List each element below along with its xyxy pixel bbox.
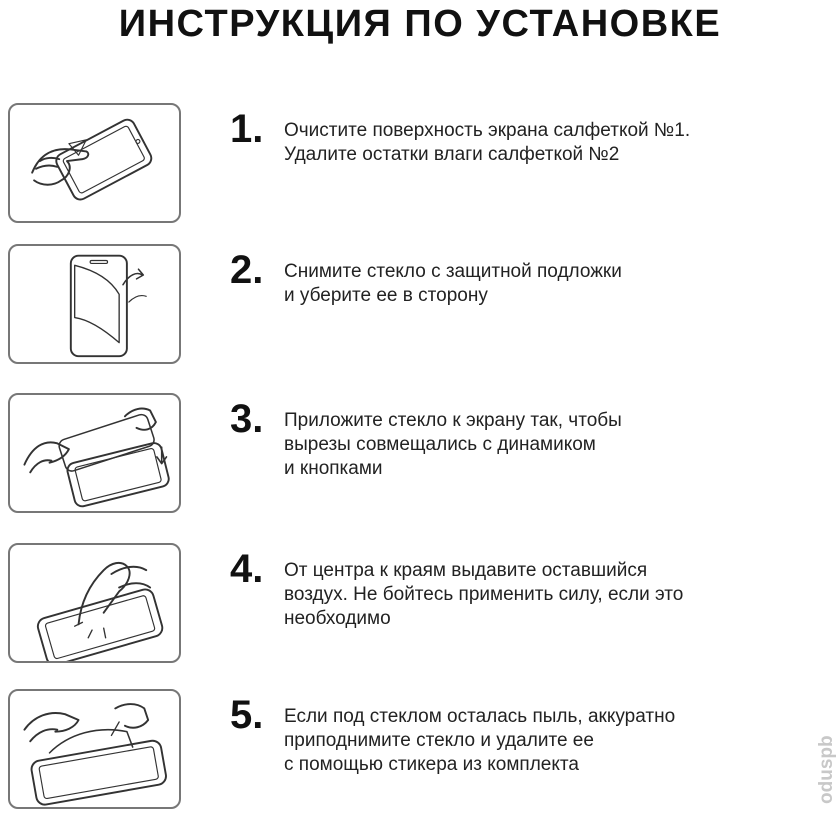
step-line: приподнимите стекло и удалите ее [284,730,594,751]
step-number: 4. [230,547,264,591]
instruction-step-3 [0,393,840,517]
step-line: Если под стеклом осталась пыль, аккуратно [284,706,676,727]
step-number: 1. [230,107,264,151]
instruction-step-2 [0,244,840,368]
instruction-step-5 [0,689,840,813]
step-line: Приложите стекло к экрану так, чтобы [284,410,622,431]
step-line: Удалите остатки влаги салфеткой №2 [284,144,620,165]
step-line: и уберите ее в сторону [284,285,488,306]
step-line: Снимите стекло с защитной подложки [284,261,622,282]
step-description [284,119,804,167]
align-glass-icon [8,393,181,513]
step-line: От центра к краям выдавите оставшийся [284,560,648,581]
press-air-out-icon [8,543,181,663]
step-description [284,705,804,777]
page-title: ИНСТРУКЦИЯ ПО УСТАНОВКЕ [118,3,722,45]
step-line: и кнопками [284,458,383,479]
instruction-step-4 [0,543,840,667]
step-description [284,260,804,308]
step-description [284,559,804,631]
step-number: 2. [230,248,264,292]
wipe-screen-icon [8,103,181,223]
step-line: вырезы совмещались с динамиком [284,434,596,455]
step-line: с помощью стикера из комплекта [284,754,579,775]
step-line: необходимо [284,608,391,629]
step-description [284,409,804,481]
step-line: воздух. Не бойтесь применить силу, если это [284,584,684,605]
instruction-step-1 [0,103,840,227]
remove-dust-icon [8,689,181,809]
step-number: 3. [230,397,264,441]
step-number: 5. [230,693,264,737]
watermark-text: oduspb [816,735,837,804]
step-line: Очистите поверхность экрана салфеткой №1. [284,120,691,141]
watermark [814,700,838,810]
peel-backing-icon [8,244,181,364]
